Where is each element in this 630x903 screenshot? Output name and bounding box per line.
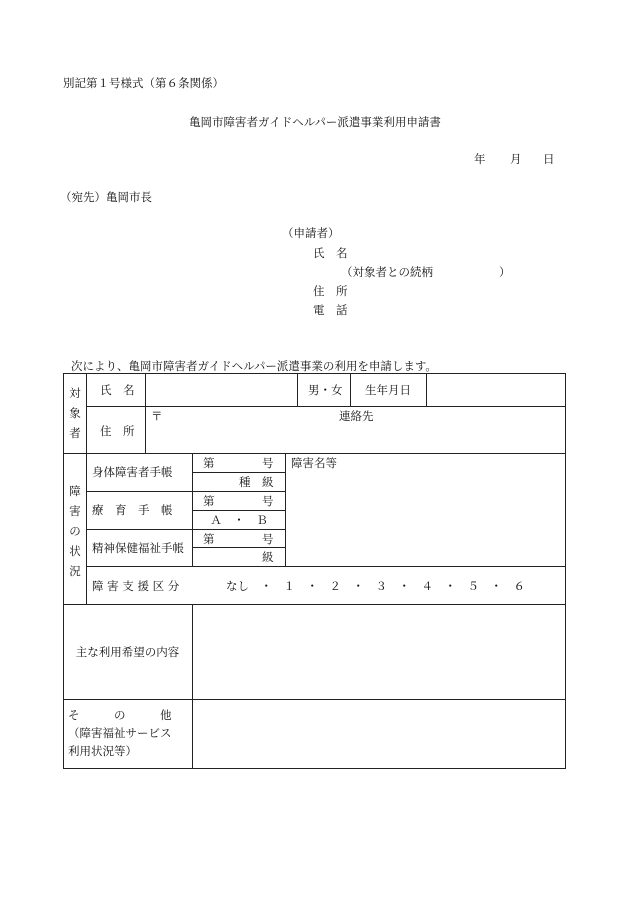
addressee: （宛先）亀岡市長 xyxy=(60,190,152,204)
grid-line xyxy=(63,604,566,605)
rehab-grade-options: Ａ ・ Ｂ xyxy=(210,513,268,527)
table-border-left xyxy=(63,373,64,769)
table-border-top xyxy=(63,373,566,374)
main-use-label: 主な利用希望の内容 xyxy=(75,645,180,659)
date-day-label: 日 xyxy=(543,152,555,166)
grid-line xyxy=(192,547,286,548)
grid-line xyxy=(63,453,566,454)
grid-line xyxy=(192,604,193,769)
grid-line xyxy=(297,373,298,406)
sex-label: 男・女 xyxy=(308,383,343,397)
applicant-address-label: 住 所 xyxy=(313,284,348,298)
number-prefix: 第 xyxy=(203,494,215,508)
grade-type-label: 種 xyxy=(239,475,251,489)
postal-mark: 〒 xyxy=(151,409,163,423)
date-month-label: 月 xyxy=(510,152,522,166)
grade-level-label: 級 xyxy=(262,550,274,564)
subject-name-label: 氏 名 xyxy=(100,383,135,397)
applicant-phone-label: 電 話 xyxy=(313,303,348,317)
intro-statement: 次により、亀岡市障害者ガイドヘルパー派遣事業の利用を申請します。 xyxy=(71,359,437,373)
grid-line xyxy=(350,373,351,406)
grid-line xyxy=(86,373,87,453)
table-border-bottom xyxy=(63,768,566,769)
grade-level-label: 級 xyxy=(262,475,274,489)
contact-label: 連絡先 xyxy=(339,409,374,423)
subject-header: 対 象 者 xyxy=(69,386,81,440)
birth-date-label: 生年月日 xyxy=(365,383,411,397)
applicant-relation-close: ） xyxy=(499,265,511,279)
subject-address-label: 住 所 xyxy=(100,424,135,438)
mental-handbook-label: 精神保健福祉手帳 xyxy=(92,541,184,555)
support-class-label: 障 害 支 援 区 分 xyxy=(92,579,180,593)
grid-line xyxy=(86,529,286,530)
grid-line xyxy=(192,510,286,511)
date-year-label: 年 xyxy=(474,152,486,166)
applicant-heading: （申請者） xyxy=(282,226,340,240)
number-prefix: 第 xyxy=(203,532,215,546)
form-number: 別記第１号様式（第６条関係） xyxy=(63,76,224,90)
form-title: 亀岡市障害者ガイドヘルパー派遣事業利用申請書 xyxy=(189,115,441,129)
number-suffix: 号 xyxy=(262,456,274,470)
number-prefix: 第 xyxy=(203,456,215,470)
rehab-handbook-label: 療 育 手 帳 xyxy=(92,503,173,517)
other-label-sub: （障害福祉サービス xyxy=(68,726,172,740)
other-label: そ の 他 xyxy=(68,708,172,722)
table-border-right xyxy=(565,373,566,769)
grid-line xyxy=(426,373,427,406)
number-suffix: 号 xyxy=(262,532,274,546)
disability-header: 障 害 の 状 況 xyxy=(69,484,81,578)
applicant-relation-label: （対象者との続柄 xyxy=(341,265,433,279)
grid-line xyxy=(192,472,286,473)
disability-name-label: 障害名等 xyxy=(291,456,337,470)
grid-line xyxy=(145,373,146,453)
number-suffix: 号 xyxy=(262,494,274,508)
applicant-name-label: 氏 名 xyxy=(313,246,348,260)
grid-line xyxy=(86,566,566,567)
other-label-sub: 利用状況等） xyxy=(68,744,137,758)
physical-handbook-label: 身体障害者手帳 xyxy=(92,465,173,479)
support-class-options: なし ・ １ ・ ２ ・ ３ ・ ４ ・ ５ ・ ６ xyxy=(226,579,525,593)
grid-line xyxy=(86,491,286,492)
grid-line xyxy=(86,406,566,407)
grid-line xyxy=(63,699,566,700)
